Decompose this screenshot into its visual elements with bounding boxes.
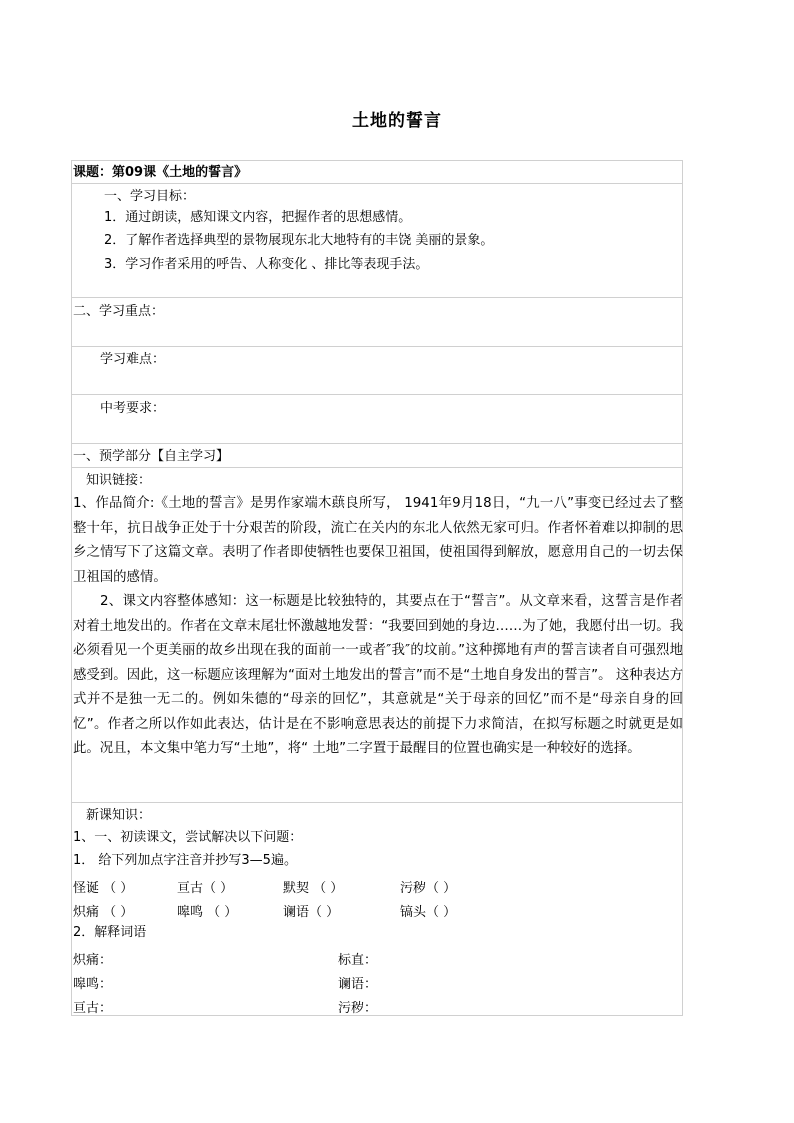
difficulty-label: 学习难点： (100, 352, 166, 367)
pinyin-item: 谰语（ ） (283, 905, 340, 920)
row-divider (71, 802, 683, 803)
intro-paragraph: 1、作品简介:《土地的誓言》是男作家端木蕻良所写， 1941年9月18日，“九一八”事变已经过去了整整十年，抗日战争正处于十分艰苦的阶段，流亡在关内的东北人依然无家可归。作者怀着难以抑制的思乡之情写下了这篇文章。表明了作者即使牺牲也要保卫祖国，使祖国得到解放，愿意用自己的一切去保卫祖国的感情。 (73, 496, 683, 585)
goal-item: 1．通过朗读，感知课文内容，把握作者的思想感情。 (104, 210, 412, 225)
pinyin-item: 亘古（ ） (177, 881, 234, 896)
focus-label: 二、学习重点： (73, 304, 165, 319)
lesson-header: 课题：第09课《土地的誓言》 (73, 165, 248, 180)
pinyin-item: 镐头（ ） (400, 905, 457, 920)
knowledge-label: 知识链接： (86, 473, 152, 488)
row-divider (71, 346, 683, 347)
pinyin-item: 污秽（ ） (400, 881, 457, 896)
exam-label: 中考要求： (100, 401, 166, 416)
pinyin-item: 默契 （ ） (283, 881, 344, 896)
question-2: 2．解释词语 (73, 925, 147, 940)
pinyin-item: 怪诞 （ ） (73, 881, 134, 896)
preview-heading: 一、预学部分【自主学习】 (73, 449, 230, 464)
term-label: 污秽： (338, 1001, 378, 1016)
term-label: 嗥鸣： (73, 977, 113, 992)
row-divider (71, 394, 683, 395)
goal-item: 3．学习作者采用的呼告、人称变化 、排比等表现手法。 (104, 257, 429, 272)
term-label: 谰语： (338, 977, 378, 992)
term-label: 亘古： (73, 1001, 113, 1016)
question-1: 1、一、初读课文，尝试解决以下问题： (73, 830, 303, 845)
page-title: 土地的誓言 (352, 111, 442, 131)
row-divider (71, 183, 683, 184)
pinyin-item: 炽痛 （ ） (73, 905, 134, 920)
analysis-paragraph: 2、课文内容整体感知：这一标题是比较独特的，其要点在于“誓言”。从文章来看，这誓言是作者对着土地发出的。作者在文章末尾壮怀激越地发誓：“我要回到她的身边……为了她，我愿付出一切。我必须看见一个更美丽的故乡出现在我的面前一一或者″我″的坟前。”这种掷地有声的誓言读者自可强烈地感受到。因此，这一标题应该理解为“面对土地发出的誓言”而不是“土地自身发出的誓言”。 这种表达方式并不是独一无二的。例如朱德的“母亲的回忆”，其意就是“关于母亲的回忆”而不是“母亲自身的回忆”。作者之所以作如此表达，估计是在不影响意思表达的前提下力求简洁，在拟写标题之时就更是如此。况且，本文集中笔力写“土地”，将“ 土地”二字置于最醒目的位置也确实是一种较好的选择。 (73, 594, 683, 756)
term-label: 标直： (338, 953, 378, 968)
row-divider (71, 443, 683, 444)
new-lesson-heading: 新课知识： (86, 808, 152, 823)
goal-item: 2．了解作者选择典型的景物展现东北大地特有的丰饶 美丽的景象。 (104, 233, 494, 248)
question-1-1: 1． 给下列加点字注音并抄写3—5遍。 (73, 853, 297, 868)
pinyin-item: 嗥鸣 （ ） (177, 905, 238, 920)
goals-heading: 一、学习目标： (104, 189, 196, 204)
row-divider (71, 297, 683, 298)
term-label: 炽痛： (73, 953, 113, 968)
row-divider (71, 467, 683, 468)
